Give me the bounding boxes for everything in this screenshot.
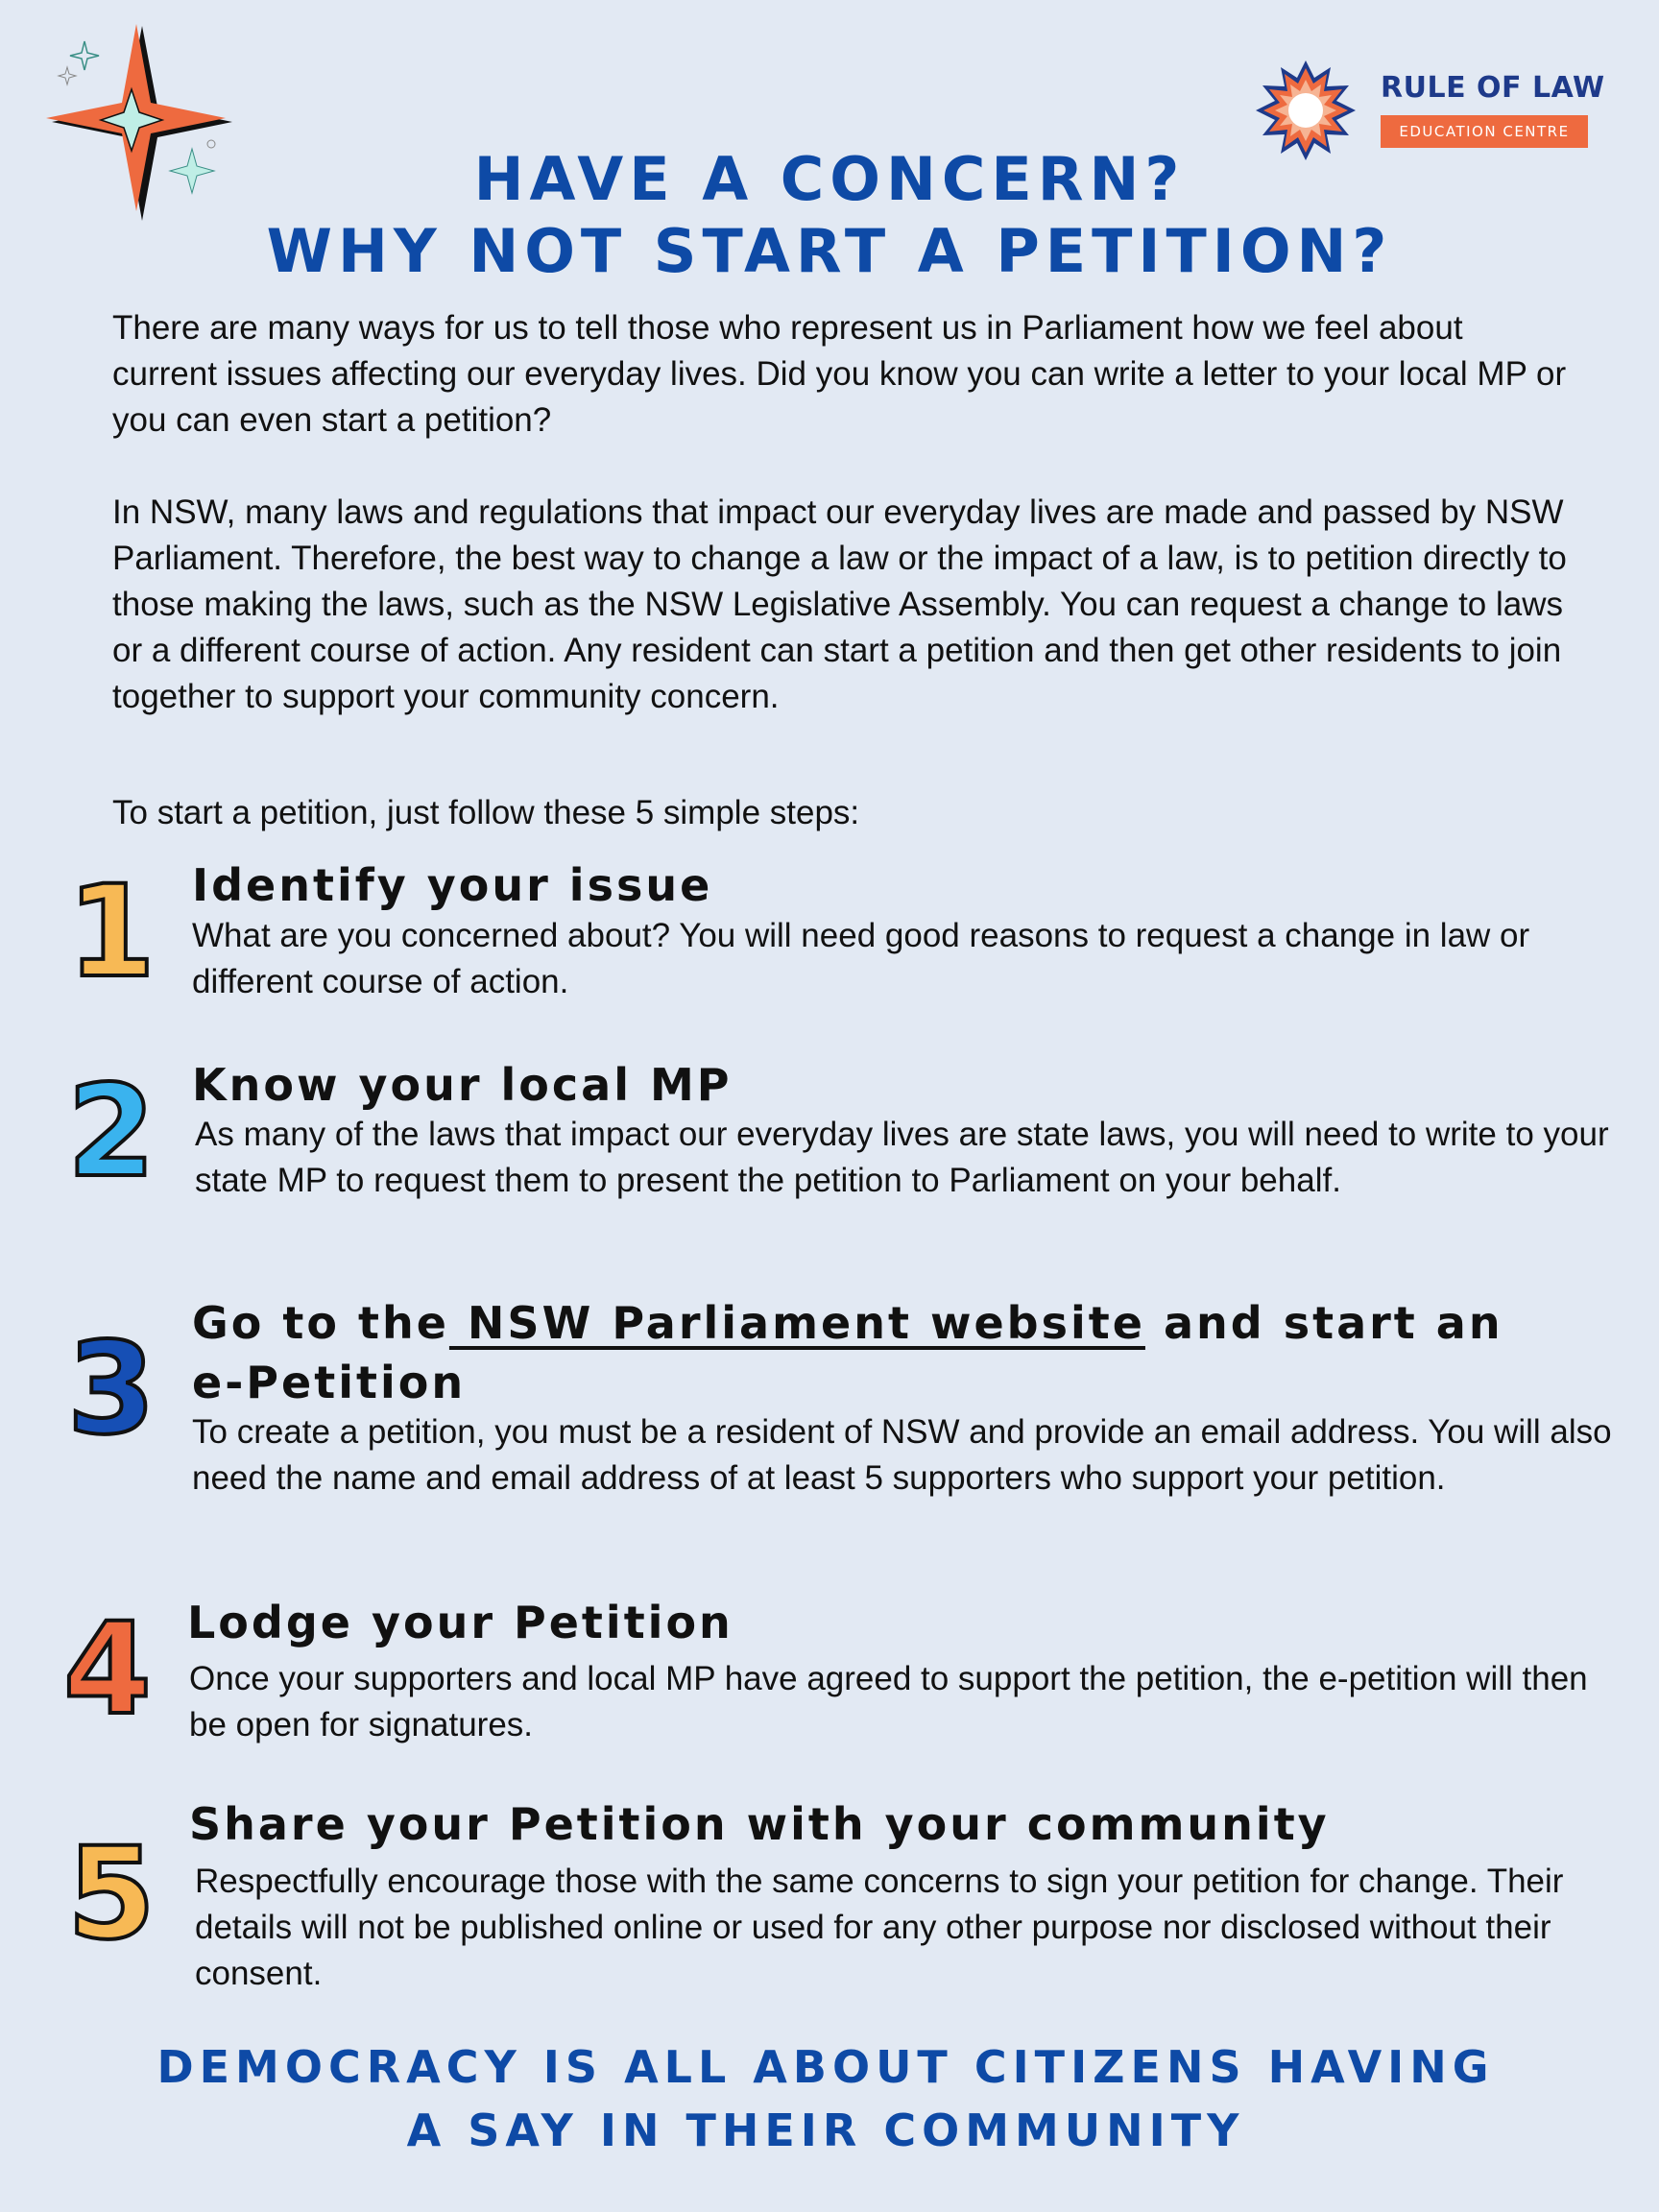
step-number-3: 3 <box>67 1315 156 1463</box>
step-title-3-prefix: Go to the <box>192 1297 449 1349</box>
step-title-4: Lodge your Petition <box>187 1597 733 1648</box>
footer-line-1: DEMOCRACY IS ALL ABOUT CITIZENS HAVING <box>156 2041 1495 2093</box>
step-body-5: Respectfully encourage those with the same concerns to sign your petition for change. Their details will not be published online or used for any other purpose nor disclosed without their consent. <box>195 1863 1564 1992</box>
steps-intro: To start a petition, just follow these 5 simple steps: <box>112 794 860 831</box>
step-body-4: Once your supporters and local MP have agreed to support the petition, the e-petition will then be open for signatures. <box>189 1660 1588 1743</box>
step-number-2: 2 <box>67 1058 156 1206</box>
step-title-3-suffix: and start an <box>1144 1297 1503 1349</box>
step-number-4: 4 <box>63 1596 152 1743</box>
step-title-3 <box>192 1294 1503 1352</box>
headline-line-2: WHY NOT START A PETITION? <box>266 216 1393 286</box>
nsw-parliament-website-link[interactable]: NSW Parliament website <box>448 1297 1145 1349</box>
footer-line-2: A SAY IN THEIR COMMUNITY <box>406 2104 1245 2156</box>
intro-paragraph-2: In NSW, many laws and regulations that impact our everyday lives are made and passed by NSW Parliament. Therefore, the best way to change a law or the impact of a law, is to petition directly to those making the laws, such as the NSW Legislative Assembly. You can request a change to laws or a different course of action. Any resident can start a petition and then get other residents to join together to support your community concern. <box>112 493 1567 715</box>
step-body-1: What are you concerned about? You will need good reasons to request a change in law or different course of action. <box>192 917 1530 1000</box>
step-title-2: Know your local MP <box>192 1059 733 1111</box>
step-title-5: Share your Petition with your community <box>189 1798 1330 1850</box>
step-number-5: 5 <box>67 1820 156 1968</box>
step-body-3: To create a petition, you must be a resident of NSW and provide an email address. You will also need the name and email address of at least 5 supporters who support your petition. <box>192 1413 1612 1497</box>
logo-subtitle: EDUCATION CENTRE <box>1381 115 1588 148</box>
step-body-2: As many of the laws that impact our everyday lives are state laws, you will need to write to your state MP to request them to present the petition to Parliament on your behalf. <box>195 1116 1609 1199</box>
headline-line-1: HAVE A CONCERN? <box>473 144 1186 214</box>
logo-title: RULE OF LAW <box>1381 71 1605 105</box>
step-title-1: Identify your issue <box>192 859 713 911</box>
intro-paragraph-1: There are many ways for us to tell those who represent us in Parliament how we feel about current issues affecting our everyday lives. Did you know you can write a letter to your local MP or you can even start a petition? <box>112 309 1567 439</box>
step-title-3-line-2: e-Petition <box>192 1357 467 1408</box>
step-number-1: 1 <box>67 858 156 1006</box>
